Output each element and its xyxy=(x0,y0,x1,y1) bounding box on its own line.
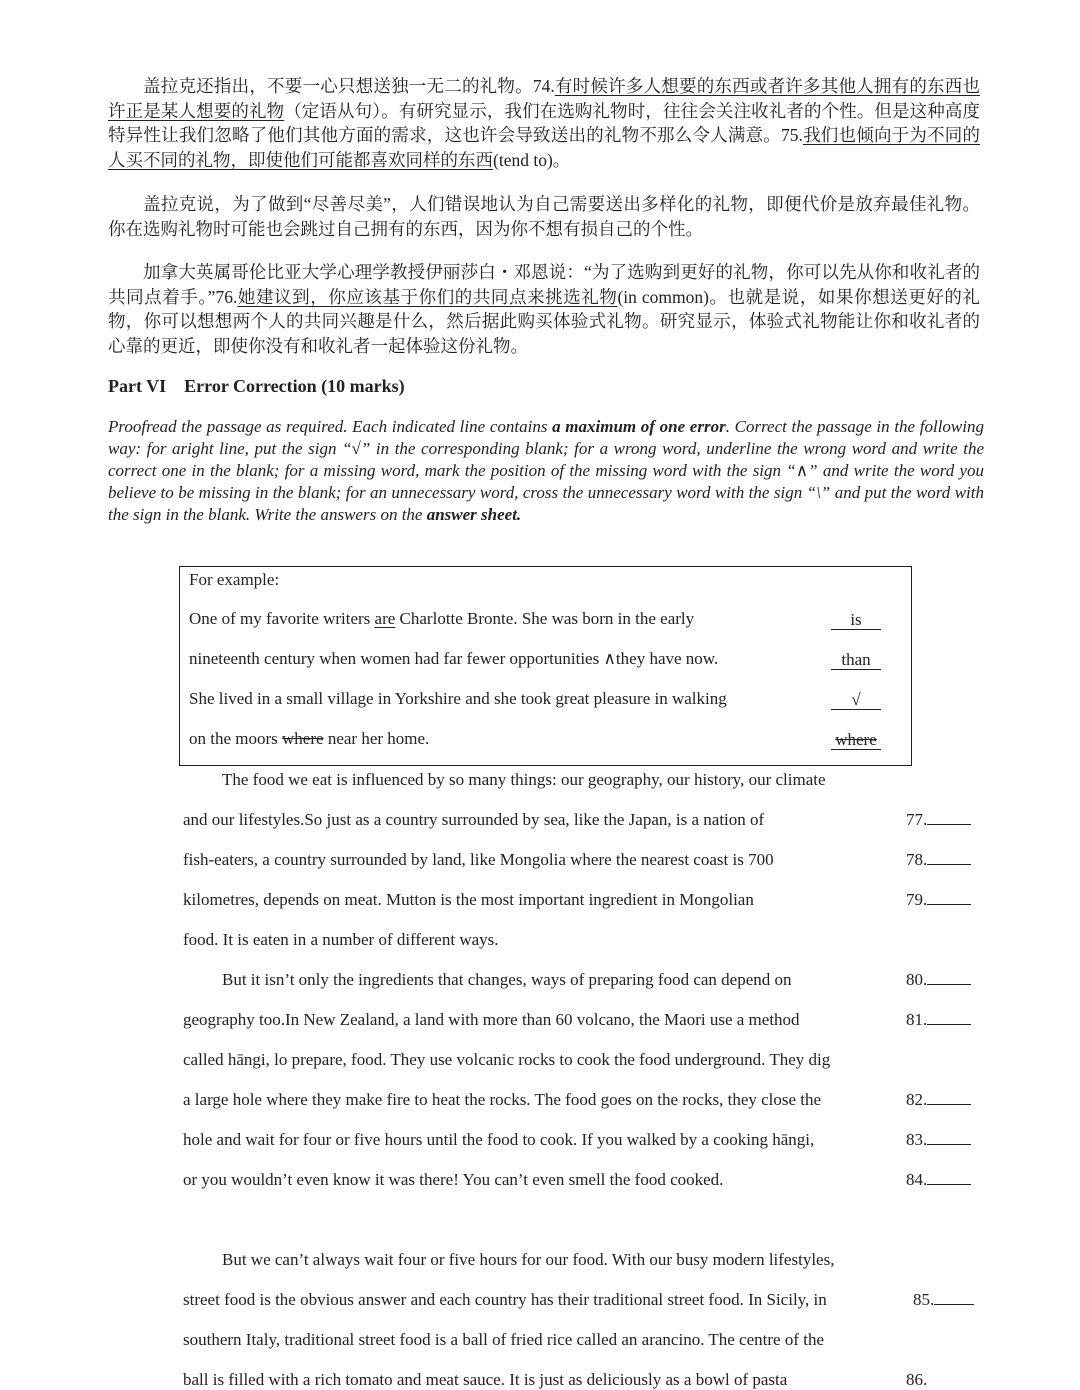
answer-blank-84[interactable]: 84. xyxy=(906,1170,971,1190)
passage-line: hole and wait for four or five hours until the food to cook. If you walked by a cooking hāngi, xyxy=(183,1130,815,1149)
example-answer-4: where xyxy=(831,731,881,750)
p1-text-end: (tend to)。 xyxy=(493,149,571,170)
chinese-paragraph-1 xyxy=(108,74,980,172)
insert-caret-icon: ∧ xyxy=(603,649,616,668)
answer-blank-78[interactable]: 78. xyxy=(906,850,971,870)
instructions-bold-1: a maximum of one error xyxy=(552,417,726,436)
passage-line: ball is filled with a rich tomato and meat sauce. It is just as deliciously as a bowl of pasta xyxy=(183,1370,788,1389)
example-answer-1: is xyxy=(831,611,881,630)
translation-76: 她建议到，你应该基于你们的共同点来挑选礼物 xyxy=(237,286,618,307)
answer-blank-80[interactable]: 80. xyxy=(906,970,971,990)
example-line-4 xyxy=(189,729,429,749)
p3-text-start: 加拿大英属哥伦比亚大学心理学教授伊丽莎白・邓恩说：“为了选购到更好的礼物，你可以先从你和收礼者的共同点着手。”76. xyxy=(108,262,980,307)
passage-line: or you wouldn’t even know it was there! You can’t even smell the food cooked. xyxy=(183,1170,724,1189)
example-box xyxy=(179,566,912,766)
part-heading: Part VI Error Correction (10 marks) xyxy=(108,376,405,396)
example-error-word: are xyxy=(374,609,396,628)
example-label: For example: xyxy=(189,570,280,589)
example-line-4-start: on the moors xyxy=(189,729,283,748)
example-line-1 xyxy=(189,609,694,629)
passage-line: and our lifestyles.So just as a country surrounded by sea, like the Japan, is a nation of xyxy=(183,810,765,829)
passage-line: But it isn’t only the ingredients that changes, ways of preparing food can depend on xyxy=(222,970,792,989)
example-line-3: She lived in a small village in Yorkshire and she took great pleasure in walking xyxy=(189,689,727,708)
passage-line: southern Italy, traditional street food is a ball of fried rice called an arancino. The centre of the xyxy=(183,1330,825,1349)
chinese-paragraph-2 xyxy=(108,192,980,241)
answer-blank-81[interactable]: 81. xyxy=(906,1010,971,1030)
example-answer-2: than xyxy=(831,651,881,670)
passage-line: a large hole where they make fire to heat the rocks. The food goes on the rocks, they close the xyxy=(183,1090,822,1109)
answer-blank-77[interactable]: 77. xyxy=(906,810,971,830)
passage-line: But we can’t always wait four or five hours for our food. With our busy modern lifestyles, xyxy=(222,1250,835,1269)
passage-line: street food is the obvious answer and each country has their traditional street food. In Sicily, in xyxy=(183,1290,827,1309)
passage-line: geography too.In New Zealand, a land with more than 60 volcano, the Maori use a method xyxy=(183,1010,800,1029)
passage-line: food. It is eaten in a number of different ways. xyxy=(183,930,499,949)
example-line-1-end: Charlotte Bronte. She was born in the early xyxy=(395,609,695,628)
p1-text-middle: （定语从句）。有研究显示，我们在选购礼物时，往往会关注收礼者的个性。但是这种高度特异性让我们忽略了他们其他方面的需求，这也许会导致送出的礼物不那么令人满意。75. xyxy=(108,100,981,145)
example-line-2 xyxy=(189,649,718,669)
passage-line: The food we eat is influenced by so many things: our geography, our history, our climate xyxy=(222,770,826,789)
example-line-2-end: they have now. xyxy=(615,649,719,668)
answer-blank-83[interactable]: 83. xyxy=(906,1130,971,1150)
answer-blank-82[interactable]: 82. xyxy=(906,1090,971,1110)
passage-line: fish-eaters, a country surrounded by land, like Mongolia where the nearest coast is 700 xyxy=(183,850,774,869)
p1-text-start: 盖拉克还指出，不要一心只想送独一无二的礼物。74. xyxy=(143,76,555,96)
example-line-1-start: One of my favorite writers xyxy=(189,609,375,628)
p3-text-end: (in common)。也就是说，如果你想送更好的礼物，你可以想想两个人的共同兴趣是什么，然后据此购买体验式礼物。研究显示，体验式礼物能让你和收礼者的心靠的更近，即使你没有和收礼者一起体验这份礼物。 xyxy=(108,286,981,356)
example-line-4-end: near her home. xyxy=(323,729,430,748)
answer-blank-85[interactable]: 85. xyxy=(913,1290,974,1310)
instructions xyxy=(108,416,984,526)
translation-75: 我们也倾向于为不同的人买不同的礼物，即使他们可能都喜欢同样的东西 xyxy=(108,125,980,170)
answer-blank-79[interactable]: 79. xyxy=(906,890,971,910)
example-struck-word: where xyxy=(282,729,324,748)
answer-blank-86[interactable]: 86. xyxy=(906,1370,928,1389)
passage-line: kilometres, depends on meat. Mutton is the most important ingredient in Mongolian xyxy=(183,890,754,909)
instructions-text-1: Proofread the passage as required. Each indicated line contains xyxy=(108,417,553,436)
instructions-bold-2: answer sheet. xyxy=(426,505,522,524)
passage-line: called hāngi, lo prepare, food. They use volcanic rocks to cook the food underground. They dig xyxy=(183,1050,831,1069)
translation-74: 有时候许多人想要的东西或者许多其他人拥有的东西也许正是某人想要的礼物 xyxy=(108,76,980,121)
example-answer-3: √ xyxy=(831,691,881,710)
chinese-paragraph-3 xyxy=(108,260,980,358)
example-line-2-start: nineteenth century when women had far fewer opportunities xyxy=(189,649,604,668)
instructions-text-2: . Correct the passage in the following way: for aright line, put the sign “√” in the corresponding blank; for a wrong word, underline the wrong word and write the correct one in the blank; for a missing word, mark the position of the missing word with the sign “∧” and write the word you believe to be missing in the blank; for an unnecessary word, cross the unnecessary word with the sign “\” and put the word with the sign in the blank. Write the answers on the xyxy=(108,417,984,524)
p2-text: 盖拉克说，为了做到“尽善尽美”，人们错误地认为自己需要送出多样化的礼物，即便代价是放弃最佳礼物。你在选购礼物时可能也会跳过自己拥有的东西，因为你不想有损自己的个性。 xyxy=(108,194,980,239)
